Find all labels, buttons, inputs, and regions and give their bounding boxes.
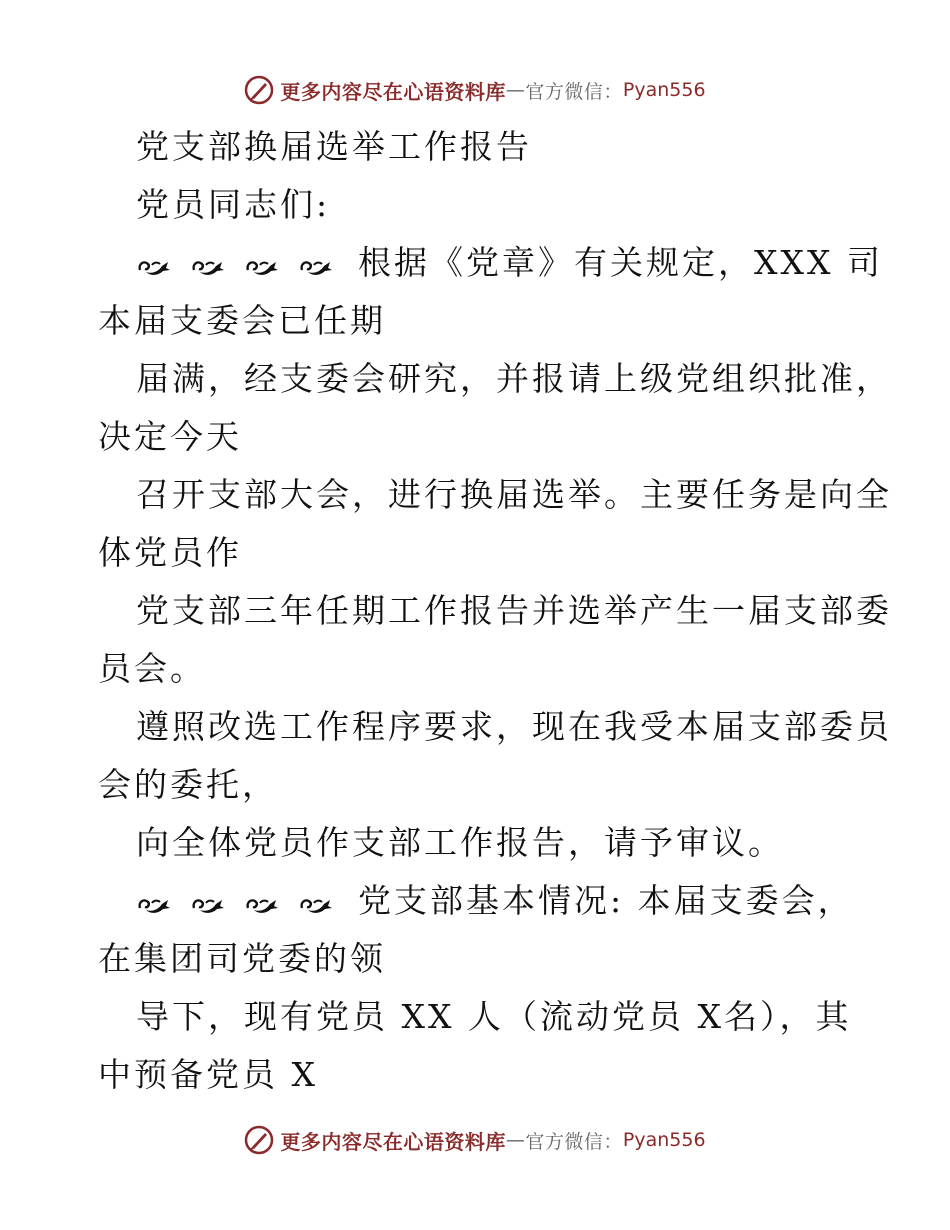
text-line (98, 466, 892, 524)
line-text: 中预备党员 X (98, 1055, 318, 1094)
text-line (98, 350, 892, 408)
ornament-bullets (136, 874, 352, 932)
text-line (98, 292, 858, 350)
watermark-wechat-id: Pyan556 (622, 79, 706, 101)
document-title (98, 118, 858, 176)
text-line (98, 408, 858, 466)
watermark-brand: 更多内容尽在心语资料库 (280, 1129, 506, 1154)
text-line (98, 814, 858, 872)
text-line (98, 756, 858, 814)
watermark-brand: 更多内容尽在心语资料库 (280, 79, 506, 104)
watermark-label: 官方微信： (525, 1130, 623, 1153)
line-text: 导下，现有党员 XX 人（流动党员 X名），其 (136, 997, 852, 1036)
document-body (98, 118, 892, 1104)
line-text: 本届支委会已任期 (98, 301, 386, 340)
line-text: 在集团司党委的领 (98, 939, 386, 978)
line-text: 遵照改选工作程序要求，现在我受本届支部委员 (136, 707, 892, 746)
quill-logo-icon (244, 1125, 274, 1155)
line-text: 党支部换届选举工作报告 (136, 127, 532, 166)
line-text: 党支部三年任期工作报告并选举产生一届支部委 (136, 591, 892, 630)
text-line (98, 872, 858, 930)
text-line (98, 524, 858, 582)
watermark-wechat-id: Pyan556 (622, 1129, 706, 1151)
footer-watermark (0, 1118, 950, 1162)
line-text: 体党员作 (98, 533, 242, 572)
swirl-ornament-icon (244, 894, 280, 916)
swirl-ornament-icon (136, 256, 172, 278)
text-line (98, 930, 858, 988)
ornament-bullets (136, 236, 352, 294)
watermark-label: 官方微信： (525, 80, 623, 103)
header-watermark (0, 68, 950, 112)
line-text: 决定今天 (98, 417, 242, 456)
quill-logo-icon (244, 75, 274, 105)
watermark-separator: — (505, 79, 526, 101)
line-text: 召开支部大会，进行换届选举。主要任务是向全 (136, 475, 892, 514)
text-line (98, 698, 892, 756)
text-line (98, 640, 858, 698)
text-line (98, 988, 858, 1046)
line-text: 根据《党章》有关规定，XXX 司 (358, 243, 883, 282)
line-text: 党员同志们: (136, 185, 331, 224)
text-line (98, 582, 892, 640)
swirl-ornament-icon (190, 256, 226, 278)
swirl-ornament-icon (298, 894, 334, 916)
text-line (98, 176, 858, 234)
swirl-ornament-icon (298, 256, 334, 278)
text-line (98, 234, 883, 292)
line-text: 届满，经支委会研究，并报请上级党组织批准， (136, 359, 892, 398)
line-text: 向全体党员作支部工作报告，请予审议。 (136, 823, 784, 862)
text-line (98, 1046, 858, 1104)
swirl-ornament-icon (244, 256, 280, 278)
line-text: 员会。 (98, 649, 206, 688)
swirl-ornament-icon (136, 894, 172, 916)
swirl-ornament-icon (190, 894, 226, 916)
watermark-separator: — (505, 1129, 526, 1151)
line-text: 会的委托， (98, 765, 278, 804)
line-text: 党支部基本情况: 本届支委会， (358, 881, 854, 920)
